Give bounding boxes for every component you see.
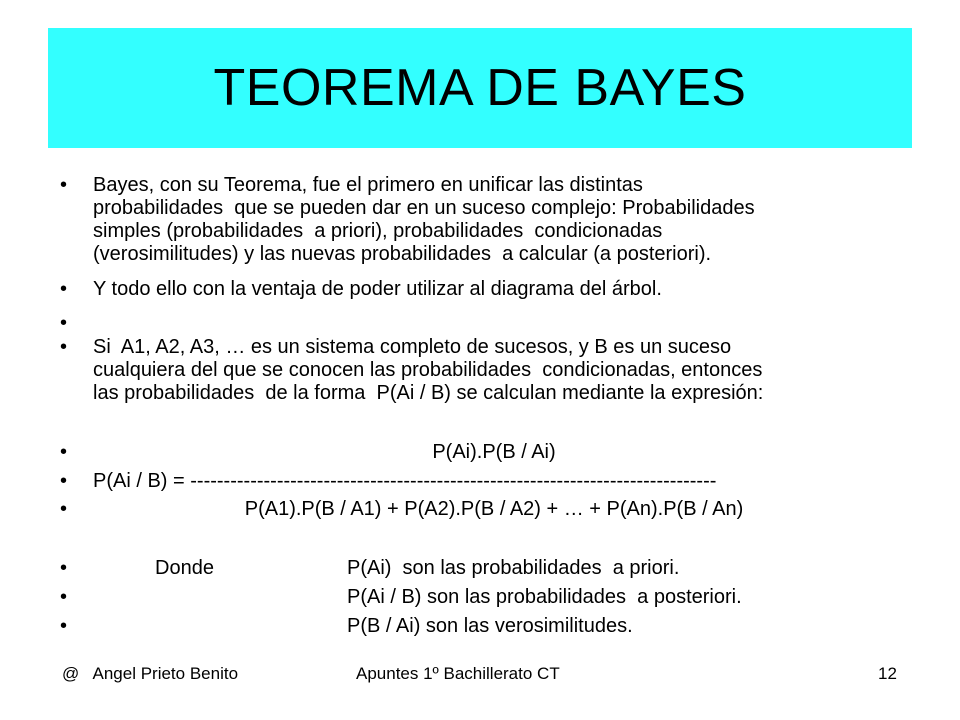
bullet-dot-icon: • bbox=[60, 278, 68, 300]
slide-title: TEOREMA DE BAYES bbox=[213, 59, 747, 117]
formula-fraction-line: P(Ai / B) = ------------------------------------------------------------------------------- bbox=[93, 470, 717, 492]
donde-label: Donde bbox=[155, 557, 214, 579]
bullet-dot-icon: • bbox=[60, 312, 68, 334]
bullet-text: Si A1, A2, A3, … es un sistema completo de sucesos, y B es un suceso cualquiera del que se conocen las probabilidades condicionadas, entonces las probabilidades de la forma P(Ai / B) se calculan mediante la expresión: bbox=[93, 336, 764, 404]
formula-denominator: P(A1).P(B / A1) + P(A2).P(B / A2) + … + P(An).P(B / An) bbox=[244, 498, 744, 520]
title-banner bbox=[48, 28, 912, 148]
footer-page-number: 12 bbox=[878, 664, 897, 683]
formula-numerator: P(Ai).P(B / Ai) bbox=[432, 441, 556, 463]
bullet-dot-icon: • bbox=[60, 615, 68, 637]
bullet-dot-icon: • bbox=[60, 174, 68, 196]
bullet-dot-icon: • bbox=[60, 586, 68, 608]
definition-text: P(Ai) son las probabilidades a priori. bbox=[347, 557, 680, 579]
bullet-dot-icon: • bbox=[60, 470, 68, 492]
definition-text: P(B / Ai) son las verosimilitudes. bbox=[347, 615, 633, 637]
bullet-dot-icon: • bbox=[60, 498, 68, 520]
bullet-text: Bayes, con su Teorema, fue el primero en unificar las distintas probabilidades que se pueden dar en un suceso complejo: Probabilidades simples (probabilidades a priori), probabilidades condicionadas (verosimilitudes) y las nuevas probabilidades a calcular (a posteriori). bbox=[93, 174, 755, 265]
bullet-dot-icon: • bbox=[60, 441, 68, 463]
bullet-dot-icon: • bbox=[60, 557, 68, 579]
definition-text: P(Ai / B) son las probabilidades a posteriori. bbox=[347, 586, 742, 608]
bullet-text: Y todo ello con la ventaja de poder utilizar al diagrama del árbol. bbox=[93, 278, 662, 300]
footer-course: Apuntes 1º Bachillerato CT bbox=[356, 664, 560, 683]
bullet-dot-icon: • bbox=[60, 336, 68, 358]
footer-author: @ Angel Prieto Benito bbox=[62, 664, 239, 683]
